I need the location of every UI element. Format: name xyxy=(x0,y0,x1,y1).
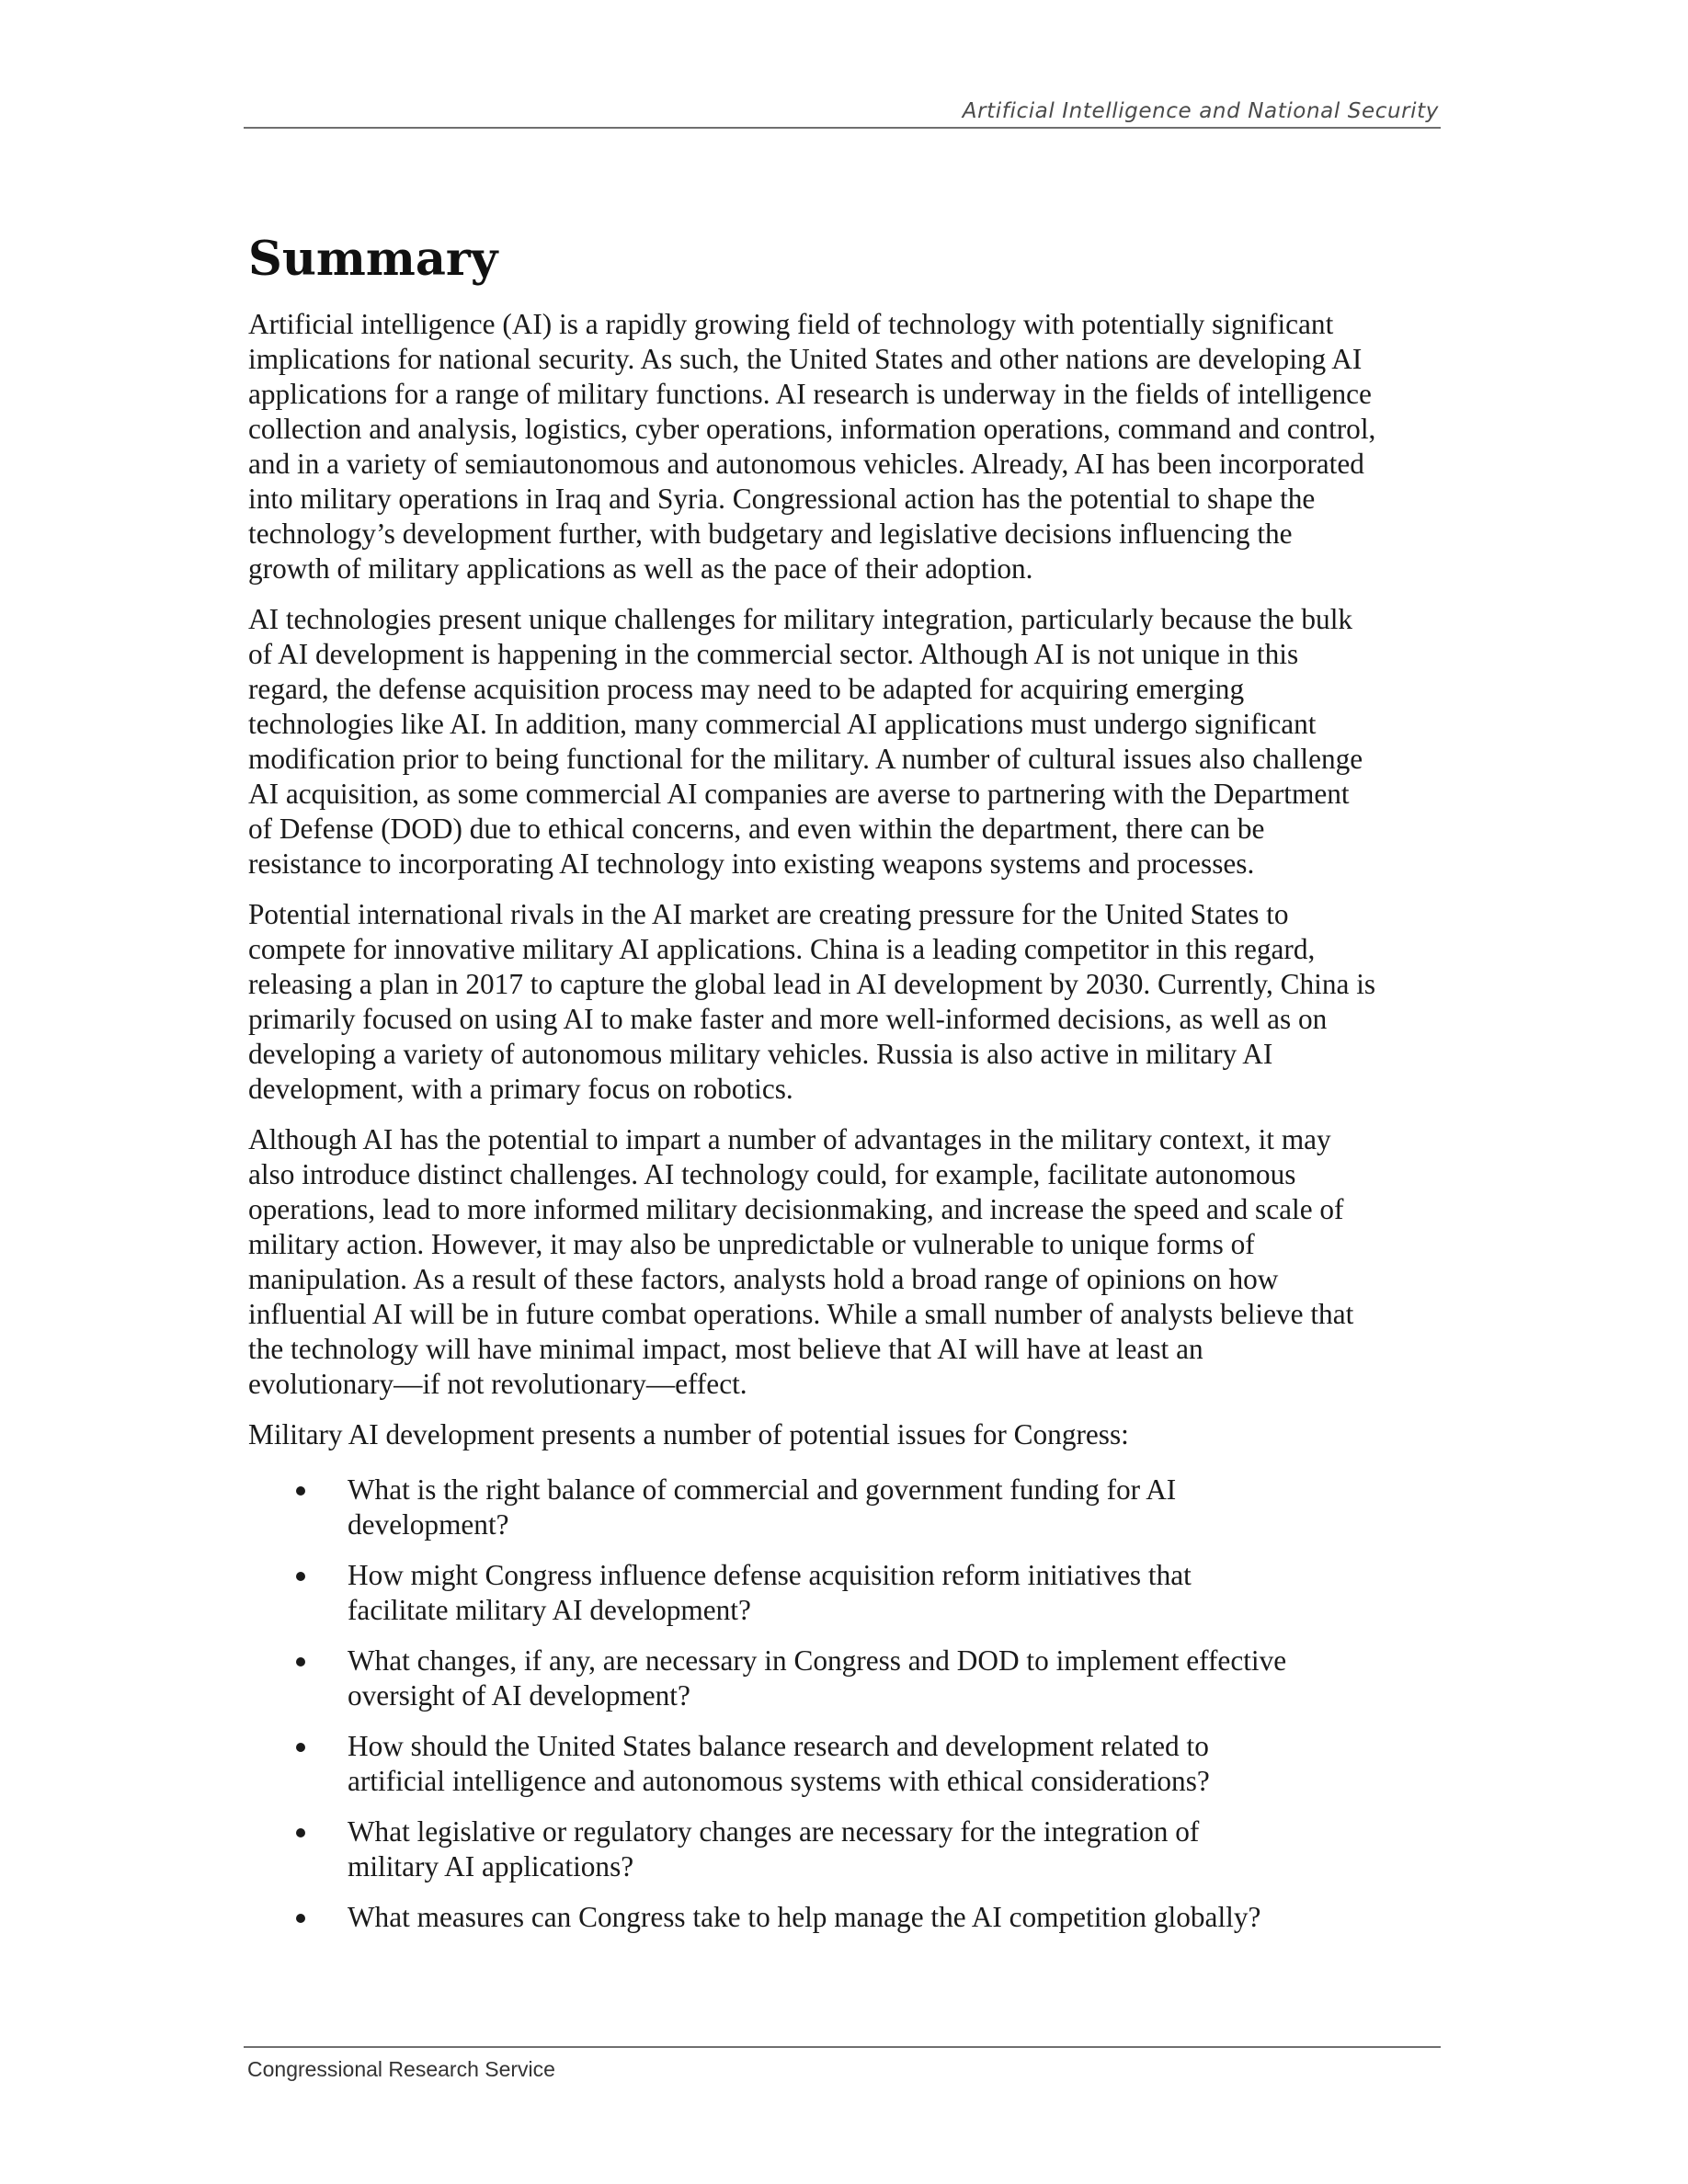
text-line: AI acquisition, as some commercial AI companies are averse to partnering with the Department xyxy=(248,778,1350,810)
bullet-icon xyxy=(296,1657,305,1666)
text-line: releasing a plan in 2017 to capture the global lead in AI development by 2030. Currently, China is xyxy=(248,968,1376,1000)
text-line: Although AI has the potential to impart a number of advantages in the military context, it may xyxy=(248,1123,1331,1155)
text-line: collection and analysis, logistics, cyber operations, information operations, command and control, xyxy=(248,413,1376,445)
bullet-icon xyxy=(296,1828,305,1837)
list-item xyxy=(248,1558,1453,1628)
text-line: Artificial intelligence (AI) is a rapidly growing field of technology with potentially significant xyxy=(248,308,1334,340)
text-line: What is the right balance of commercial and government funding for AI xyxy=(348,1473,1177,1506)
text-line: the technology will have minimal impact, most believe that AI will have at least an xyxy=(248,1333,1203,1365)
text-line: What changes, if any, are necessary in Congress and DOD to implement effective xyxy=(348,1644,1287,1677)
issues-list xyxy=(248,1473,1453,1935)
text-line: How might Congress influence defense acquisition reform initiatives that xyxy=(348,1559,1192,1591)
bullet-icon xyxy=(296,1572,305,1581)
bullet-icon xyxy=(296,1743,305,1752)
text-line: also introduce distinct challenges. AI technology could, for example, facilitate autonomous xyxy=(248,1158,1296,1190)
text-line: implications for national security. As such, the United States and other nations are developing AI xyxy=(248,343,1363,375)
text-line: growth of military applications as well as the pace of their adoption. xyxy=(248,552,1033,585)
text-line: of AI development is happening in the commercial sector. Although AI is not unique in this xyxy=(248,638,1299,670)
list-item xyxy=(248,1814,1453,1884)
running-header xyxy=(244,96,1441,129)
running-header-title: Artificial Intelligence and National Security xyxy=(962,99,1439,123)
text-line: Military AI development presents a number of potential issues for Congress: xyxy=(248,1418,1129,1450)
text-line: compete for innovative military AI applications. China is a leading competitor in this regard, xyxy=(248,933,1316,965)
text-line: evolutionary—if not revolutionary—effect. xyxy=(248,1368,747,1400)
text-line: development, with a primary focus on robotics. xyxy=(248,1073,793,1105)
text-line: AI technologies present unique challenges for military integration, particularly because the bulk xyxy=(248,603,1353,635)
list-item xyxy=(248,1644,1453,1713)
text-line: influential AI will be in future combat operations. While a small number of analysts believe that xyxy=(248,1298,1354,1330)
list-item xyxy=(248,1473,1453,1542)
paragraph-5 xyxy=(248,1417,1453,1452)
text-line: technology’s development further, with budgetary and legislative decisions influencing the xyxy=(248,518,1293,550)
bullet-icon xyxy=(296,1914,305,1923)
paragraph-4 xyxy=(248,1122,1453,1402)
text-line: operations, lead to more informed military decisionmaking, and increase the speed and scale of xyxy=(248,1193,1344,1225)
text-line: Potential international rivals in the AI market are creating pressure for the United States to xyxy=(248,898,1289,930)
text-line: How should the United States balance research and development related to xyxy=(348,1730,1209,1762)
paragraph-2 xyxy=(248,602,1453,882)
text-line: primarily focused on using AI to make faster and more well-informed decisions, as well as on xyxy=(248,1003,1328,1035)
page-content xyxy=(248,230,1453,1951)
text-line: into military operations in Iraq and Syria. Congressional action has the potential to shape the xyxy=(248,483,1316,515)
list-item xyxy=(248,1729,1453,1799)
text-line: oversight of AI development? xyxy=(348,1679,690,1712)
list-item xyxy=(248,1900,1453,1935)
paragraph-1 xyxy=(248,307,1453,586)
text-line: artificial intelligence and autonomous systems with ethical considerations? xyxy=(348,1765,1210,1797)
running-footer xyxy=(244,2046,1441,2081)
text-line: What measures can Congress take to help manage the AI competition globally? xyxy=(348,1901,1261,1933)
text-line: development? xyxy=(348,1508,509,1541)
text-line: developing a variety of autonomous military vehicles. Russia is also active in military AI xyxy=(248,1038,1273,1070)
bullet-icon xyxy=(296,1486,305,1496)
text-line: and in a variety of semiautonomous and autonomous vehicles. Already, AI has been incorporated xyxy=(248,448,1364,480)
text-line: military AI applications? xyxy=(348,1850,634,1883)
footer-organization: Congressional Research Service xyxy=(247,2057,555,2081)
text-line: military action. However, it may also be unpredictable or vulnerable to unique forms of xyxy=(248,1228,1255,1260)
text-line: of Defense (DOD) due to ethical concerns, and even within the department, there can be xyxy=(248,813,1265,845)
text-line: What legislative or regulatory changes are necessary for the integration of xyxy=(348,1815,1200,1848)
text-line: modification prior to being functional for the military. A number of cultural issues also challenge xyxy=(248,743,1363,775)
text-line: resistance to incorporating AI technology into existing weapons systems and processes. xyxy=(248,847,1255,880)
text-line: regard, the defense acquisition process may need to be adapted for acquiring emerging xyxy=(248,673,1245,705)
text-line: manipulation. As a result of these factors, analysts hold a broad range of opinions on how xyxy=(248,1263,1279,1295)
text-line: facilitate military AI development? xyxy=(348,1594,751,1626)
text-line: technologies like AI. In addition, many commercial AI applications must undergo significant xyxy=(248,708,1317,740)
paragraph-3 xyxy=(248,897,1453,1107)
page-title: Summary xyxy=(248,232,498,287)
text-line: applications for a range of military functions. AI research is underway in the fields of intelligence xyxy=(248,378,1372,410)
